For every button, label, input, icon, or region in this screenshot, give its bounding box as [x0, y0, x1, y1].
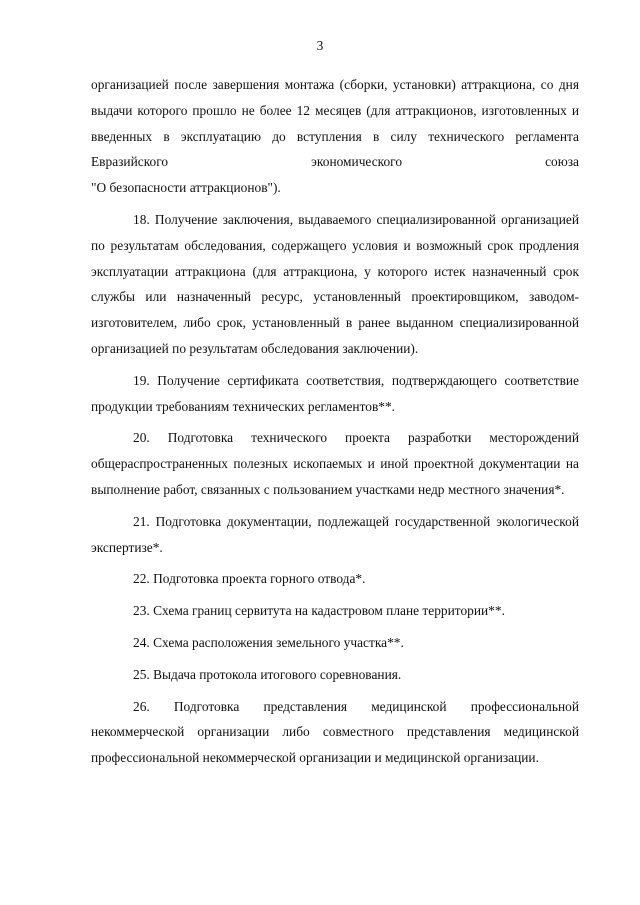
page-number: 3	[316, 38, 324, 53]
paragraph-24: 24. Схема расположения земельного участка**.	[133, 634, 404, 650]
paragraph-19: 19. Получение сертификата соответствия, подтверждающего соответствие продукции требованиям технических регламентов**.	[91, 372, 579, 414]
paragraph-22: 22. Подготовка проекта горного отвода*.	[133, 571, 366, 587]
paragraph-continuation-line-2: "О безопасности аттракционов").	[91, 180, 281, 196]
document-body	[91, 72, 579, 771]
paragraph-25: 25. Выдача протокола итогового соревнования.	[133, 666, 402, 682]
paragraph-23: 23. Схема границ сервитута на кадастровом плане территории**.	[133, 603, 505, 619]
paragraph-20: 20. Подготовка технического проекта разработки месторождений общераспространенных полезных ископаемых и иной проектной документации на выполнение работ, связанных с пользованием участками недр местного значения*.	[91, 430, 579, 497]
paragraph-26: 26. Подготовка представления медицинской профессиональной некоммерческой организации либо совместного представления медицинской профессиональной некоммерческой организации и медицинской организации.	[91, 698, 579, 766]
paragraph-18: 18. Получение заключения, выдаваемого специализированной организацией по результатам обследования, содержащего условия и возможный срок продления эксплуатации аттракциона (для аттракциона, у которого истек назначенный срок службы или назначенный ресурс, установленный проектировщиком, заводом-изготовителем, либо срок, установленный в ранее выданном специализированной организацией по результатам обследования заключении).	[91, 211, 579, 356]
paragraph-continuation-line-1: организацией после завершения монтажа (сборки, установки) аттракциона, со дня выдачи которого прошло не более 12 месяцев (для аттракционов, изготовленных и введенных в эксплуатацию до вступления в силу технического регламента Евразийского экономического союза	[91, 77, 579, 170]
paragraph-21: 21. Подготовка документации, подлежащей государственной экологической экспертизе*.	[91, 513, 579, 555]
